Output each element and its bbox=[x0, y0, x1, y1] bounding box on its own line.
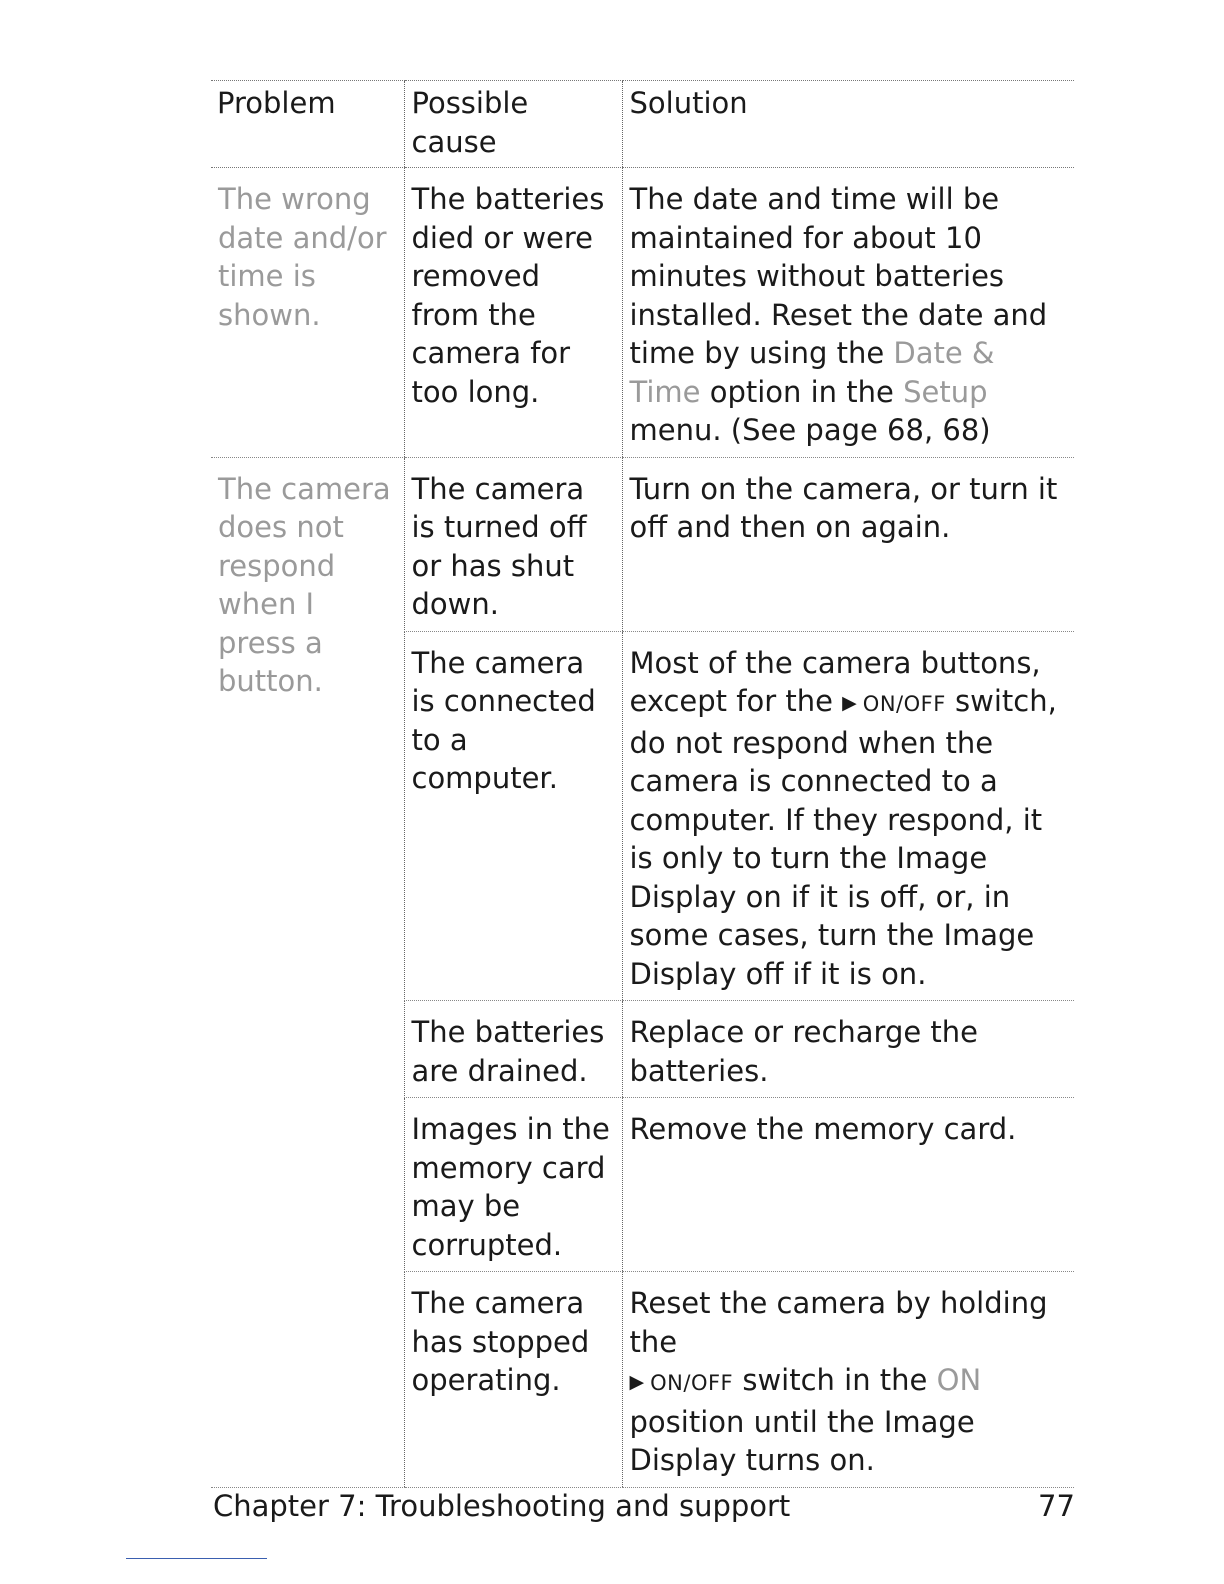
solution-cell bbox=[622, 1272, 1074, 1488]
footer-divider bbox=[126, 1558, 267, 1559]
date-time-menu-option: Date & Time bbox=[629, 336, 995, 409]
solution-text: switch, do not respond when the camera is connected to a computer. If they respond, it is only to turn the Image Display on if it is off, or, in some cases, turn the Image Display off if it is on. bbox=[629, 684, 1057, 991]
on-off-switch-label: ON/OFF bbox=[650, 1371, 734, 1395]
solution-text: option in the bbox=[700, 374, 904, 409]
chapter-footer: Chapter 7: Troubleshooting and support bbox=[213, 1489, 791, 1523]
on-off-switch-label: ON/OFF bbox=[862, 692, 946, 716]
solution-cell: Replace or recharge the batteries. bbox=[622, 1001, 1074, 1098]
solution-text: switch in the bbox=[733, 1363, 937, 1397]
cause-cell: The camera is connected to a computer. bbox=[404, 631, 622, 1001]
solution-cell bbox=[622, 631, 1074, 1001]
cause-cell: Images in the memory card may be corrupted. bbox=[404, 1098, 622, 1272]
cause-cell: The batteries are drained. bbox=[404, 1001, 622, 1098]
troubleshooting-table bbox=[211, 80, 1074, 1488]
cause-cell: The batteries died or were removed from the camera for too long. bbox=[404, 168, 622, 458]
on-position-label: ON bbox=[936, 1363, 982, 1397]
solution-cell: Remove the memory card. bbox=[622, 1098, 1074, 1272]
solution-text: Most of the camera buttons, except for the bbox=[629, 645, 1041, 718]
setup-menu-name: Setup bbox=[903, 374, 988, 409]
header-problem: Problem bbox=[211, 81, 404, 168]
solution-text: The date and time will be maintained for about 10 minutes without batteries installed. Reset the date and time by using the bbox=[629, 182, 1048, 370]
solution-text: menu. (See page 68, 68) bbox=[629, 413, 991, 447]
header-solution: Solution bbox=[622, 81, 1074, 168]
solution-cell bbox=[622, 168, 1074, 458]
table-header-row bbox=[211, 81, 1074, 168]
table-row bbox=[211, 457, 1074, 631]
play-arrow-icon: ▶ bbox=[842, 692, 857, 714]
solution-text: position until the Image Display turns on. bbox=[629, 1404, 975, 1477]
problem-cell: The wrong date and/or time is shown. bbox=[211, 168, 404, 458]
problem-cell: The camera does not respond when I press a button. bbox=[211, 457, 404, 1487]
solution-cell: Turn on the camera, or turn it off and then on again. bbox=[622, 457, 1074, 631]
cause-cell: The camera is turned off or has shut down. bbox=[404, 457, 622, 631]
table-row bbox=[211, 168, 1074, 458]
page-number: 77 bbox=[1038, 1489, 1075, 1523]
solution-text: Reset the camera by holding the bbox=[629, 1286, 1048, 1359]
header-possible-cause: Possible cause bbox=[404, 81, 622, 168]
cause-cell: The camera has stopped operating. bbox=[404, 1272, 622, 1488]
play-arrow-icon: ▶ bbox=[629, 1371, 645, 1393]
